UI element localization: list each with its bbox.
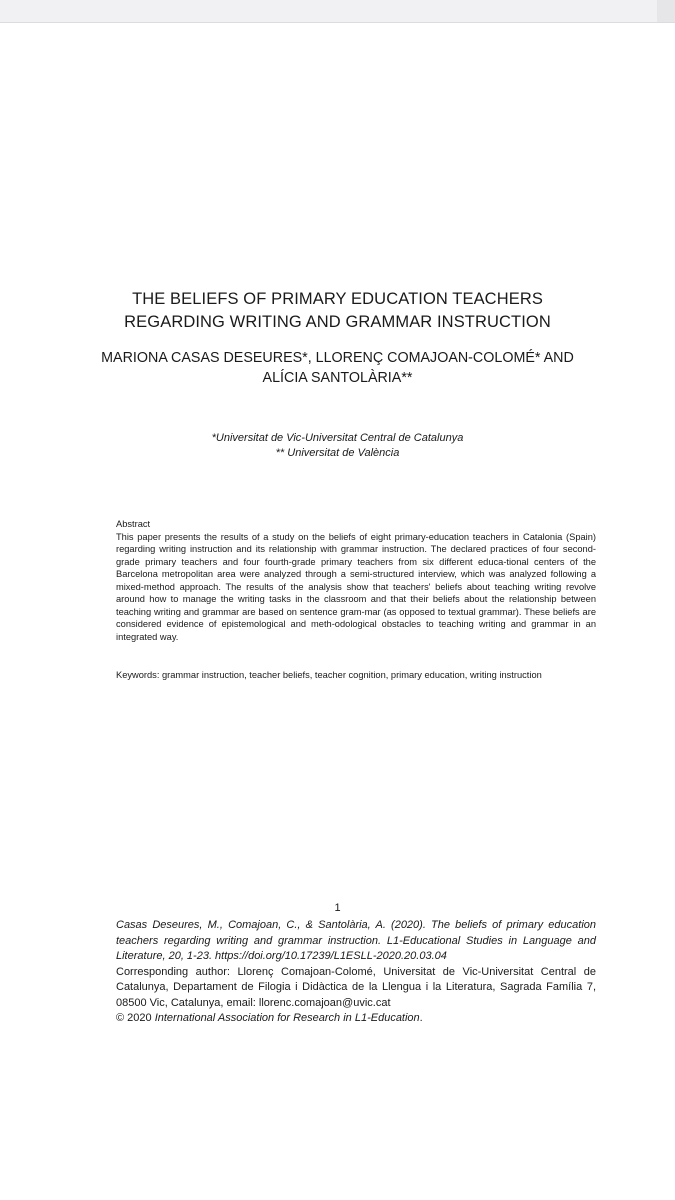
viewer-toolbar xyxy=(0,0,675,23)
title-line-1: THE BELIEFS OF PRIMARY EDUCATION TEACHERS xyxy=(132,290,543,308)
affiliation-1: *Universitat de Vic-Universitat Central de Catalunya xyxy=(211,432,464,444)
authors-line-1: MARIONA CASAS DESEURES*, LLORENÇ COMAJOAN-COLOMÉ* AND xyxy=(101,350,574,366)
footnote xyxy=(116,918,596,1027)
title-line-2: REGARDING WRITING AND GRAMMAR INSTRUCTION xyxy=(124,313,551,331)
copyright-organization: International Association for Research in L1-Education xyxy=(154,1012,420,1024)
corresponding-author: Corresponding author: Llorenç Comajoan-Colomé, Universitat de Vic-Universitat Central de Catalunya, Departament de Filogia i Didàctica de la Llengua i la Literatura, Sagrada Família 7, 08500 Vic, Catalunya, email: llorenc.comajoan@uvic.cat xyxy=(116,965,596,1009)
copyright xyxy=(116,1011,596,1027)
paper-authors xyxy=(60,348,615,388)
abstract-label: Abstract xyxy=(116,519,151,529)
authors-line-2: ALÍCIA SANTOLÀRIA** xyxy=(262,370,413,386)
keywords: Keywords: grammar instruction, teacher beliefs, teacher cognition, primary education, writing instruction xyxy=(116,670,542,680)
abstract-text: This paper presents the results of a study on the beliefs of eight primary-education teachers in Catalonia (Spain) regarding writing instruction and its relationship with grammar instruction. The declared practices of four second-grade primary teachers and four fourth-grade primary teachers from six different educa-tional centers of the Barcelona metropolitan area were analyzed through a semi-structured interview, which was analyzed following a mixed-method approach. The results of the analysis show that teachers' beliefs about teaching writing revolve around how to manage the writing tasks in the classroom and that their beliefs about the relationship between teaching writing and grammar are based on sentence gram-mar (as opposed to textual grammar). These beliefs are considered evidence of epistemological and meth-odological obstacles to teaching writing and grammar in an integrated way. xyxy=(116,531,596,642)
affiliation-2: ** Universitat de València xyxy=(275,447,400,459)
paper-title xyxy=(60,288,615,334)
copyright-prefix: © 2020 xyxy=(116,1012,155,1024)
abstract xyxy=(116,518,596,643)
scrollbar[interactable] xyxy=(657,0,675,22)
citation: Casas Deseures, M., Comajoan, C., & Santolària, A. (2020). The beliefs of primary education teachers regarding writing and grammar instruction. L1-Educational Studies in Language and Literature, 20, 1-23. https://doi.org/10.17239/L1ESLL-2020.20.03.04 xyxy=(116,919,596,962)
copyright-suffix: . xyxy=(419,1012,423,1024)
page-number: 1 xyxy=(334,902,341,914)
affiliations xyxy=(60,431,615,461)
document-page xyxy=(0,23,675,1200)
